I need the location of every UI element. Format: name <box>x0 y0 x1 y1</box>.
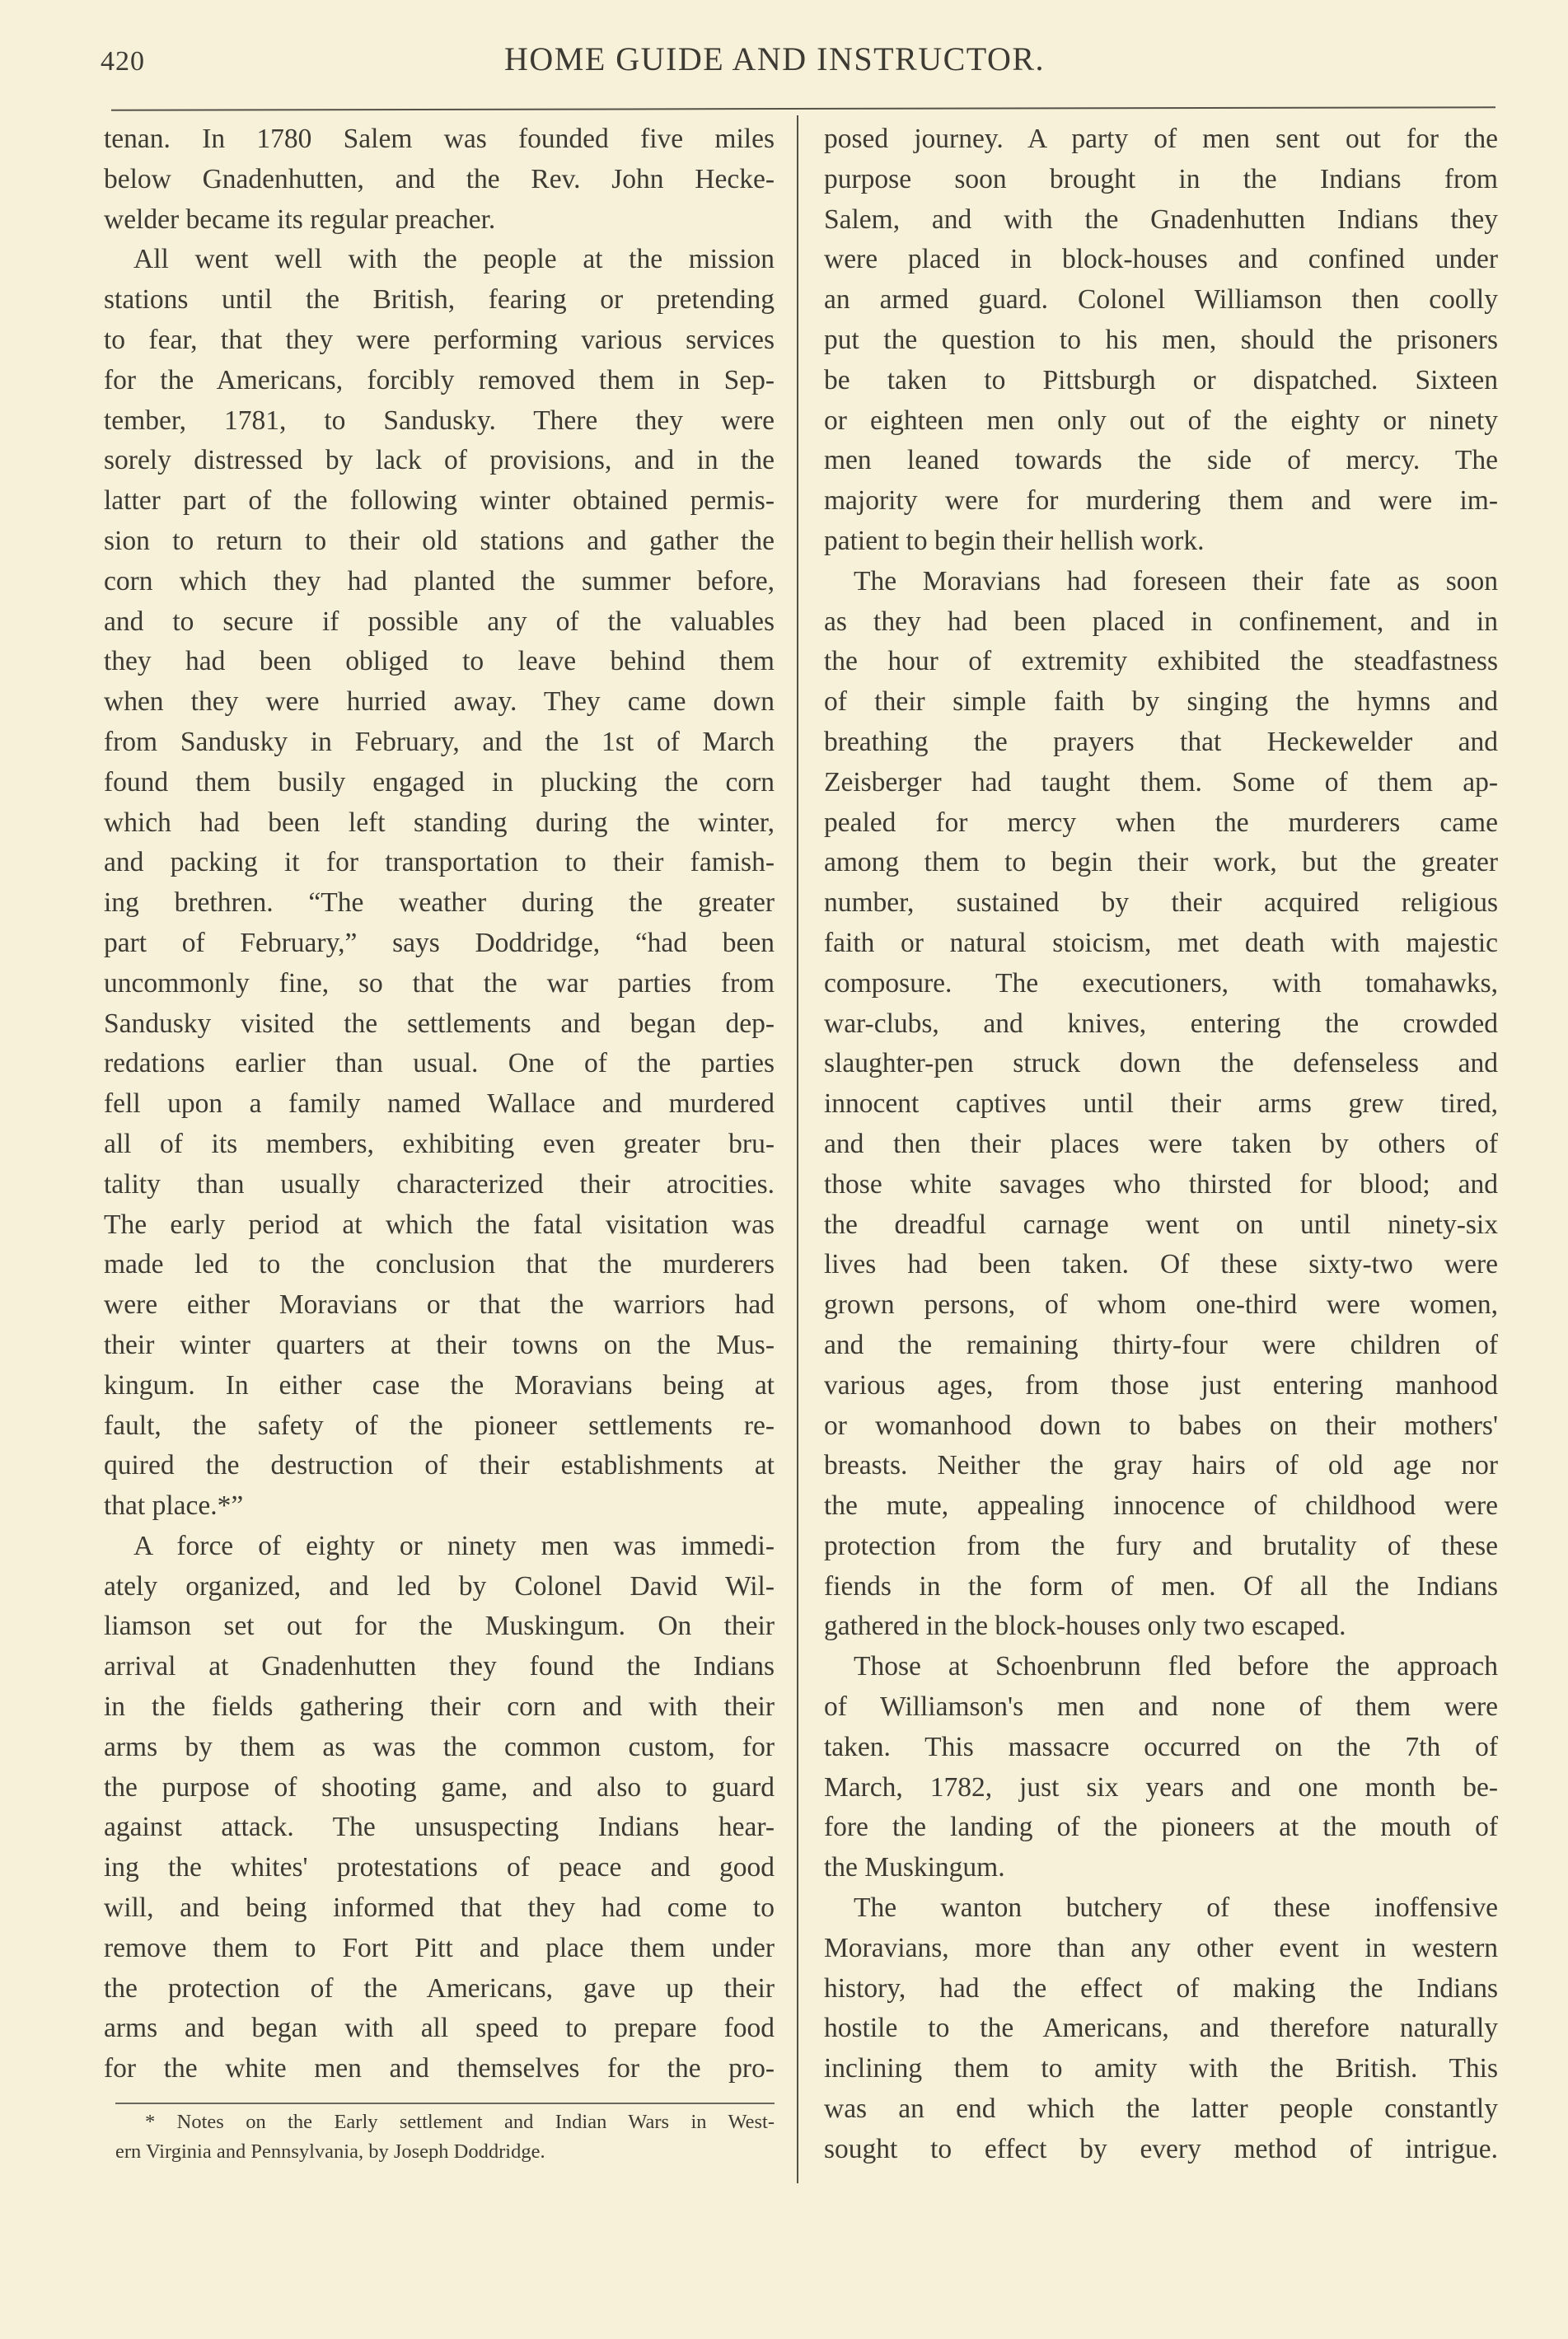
text-line: history, had the effect of making the Indians <box>824 1972 1498 2004</box>
text-line: The early period at which the fatal visitation was <box>104 1209 775 1240</box>
text-line: majority were for murdering them and were im- <box>824 485 1498 517</box>
text-line: their winter quarters at their towns on the Mus- <box>104 1329 775 1360</box>
text-line: the mute, appealing innocence of childhood were <box>824 1490 1498 1522</box>
text-line: were placed in block-houses and confined under <box>824 244 1498 275</box>
text-line: the Muskingum. <box>824 1852 1005 1883</box>
text-line: they had been obliged to leave behind them <box>104 646 775 677</box>
text-line: All went well with the people at the mission <box>133 244 775 275</box>
text-line: grown persons, of whom one-third were women, <box>824 1289 1498 1321</box>
text-line: sion to return to their old stations and gather the <box>104 525 775 556</box>
text-line: put the question to his men, should the prisoners <box>824 324 1498 355</box>
text-line: men leaned towards the side of mercy. The <box>824 445 1498 476</box>
text-line: those white savages who thirsted for blood; and <box>824 1168 1498 1200</box>
text-line: remove them to Fort Pitt and place them under <box>104 1932 775 1963</box>
text-line: fore the landing of the pioneers at the mouth of <box>824 1812 1498 1843</box>
text-line: breathing the prayers that Heckewelder and <box>824 726 1498 757</box>
text-line: A force of eighty or ninety men was immedi- <box>133 1530 775 1561</box>
text-line: stations until the British, fearing or pretending <box>104 284 775 316</box>
text-line: all of its members, exhibiting even greater bru- <box>104 1128 775 1159</box>
text-line: in the fields gathering their corn and with their <box>104 1691 775 1723</box>
text-line: were either Moravians or that the warriors had <box>104 1289 775 1321</box>
text-line: when they were hurried away. They came down <box>104 686 775 718</box>
running-title: HOME GUIDE AND INSTRUCTOR. <box>504 40 1046 77</box>
text-line: part of February,” says Doddridge, “had been <box>104 927 775 958</box>
text-line: corn which they had planted the summer before, <box>104 565 775 596</box>
text-line: arrival at Gnadenhutten they found the Indians <box>104 1651 775 1682</box>
text-line: uncommonly fine, so that the war parties from <box>104 967 775 999</box>
text-line: from Sandusky in February, and the 1st of March <box>104 726 775 757</box>
text-line: The Moravians had foreseen their fate as soon <box>854 565 1498 596</box>
text-line: the purpose of shooting game, and also to guard <box>104 1771 775 1803</box>
text-line: inclining them to amity with the British. This <box>824 2053 1498 2084</box>
text-line: for the Americans, forcibly removed them in Sep- <box>104 364 775 395</box>
text-line: patient to begin their hellish work. <box>824 525 1205 556</box>
text-line: war-clubs, and knives, entering the crowded <box>824 1008 1498 1039</box>
text-line: protection from the fury and brutality of these <box>824 1530 1498 1561</box>
text-line: arms by them as was the common custom, for <box>104 1731 775 1762</box>
text-line: quired the destruction of their establishments at <box>104 1450 775 1481</box>
text-line: slaughter-pen struck down the defenseless and <box>824 1048 1498 1079</box>
text-line: Zeisberger had taught them. Some of them ap- <box>824 766 1498 798</box>
text-line: and to secure if possible any of the valuables <box>104 606 775 637</box>
left-column <box>104 119 775 2089</box>
text-line: Salem, and with the Gnadenhutten Indians they <box>824 203 1498 235</box>
text-line: liamson set out for the Muskingum. On their <box>104 1611 775 1642</box>
text-line: was an end which the latter people constantly <box>824 2093 1498 2125</box>
text-line: of their simple faith by singing the hymns and <box>824 686 1498 718</box>
text-line: pealed for mercy when the murderers came <box>824 807 1498 838</box>
column-divider <box>797 115 798 2183</box>
text-line: or womanhood down to babes on their mothers' <box>824 1410 1498 1441</box>
text-line: for the white men and themselves for the pro- <box>104 2053 775 2084</box>
text-line: redations earlier than usual. One of the parties <box>104 1048 775 1079</box>
text-line: March, 1782, just six years and one month be- <box>824 1771 1498 1803</box>
text-line: will, and being informed that they had come to <box>104 1892 775 1924</box>
text-line: which had been left standing during the winter, <box>104 807 775 838</box>
text-line: and packing it for transportation to their famish- <box>104 847 775 878</box>
text-line: gathered in the block-houses only two escaped. <box>824 1611 1346 1642</box>
text-line: kingum. In either case the Moravians being at <box>104 1369 775 1401</box>
text-line: among them to begin their work, but the greater <box>824 847 1498 878</box>
text-line: faith or natural stoicism, met death with majestic <box>824 927 1498 958</box>
text-line: various ages, from those just entering manhood <box>824 1369 1498 1401</box>
text-line: taken. This massacre occurred on the 7th of <box>824 1731 1498 1762</box>
text-line: Sandusky visited the settlements and began dep- <box>104 1008 775 1039</box>
text-line: and then their places were taken by others of <box>824 1128 1498 1159</box>
right-column <box>824 119 1498 2170</box>
text-line: latter part of the following winter obtained permis- <box>104 485 775 517</box>
text-line: tality than usually characterized their atrocities. <box>104 1168 775 1200</box>
text-line: the hour of extremity exhibited the steadfastness <box>824 646 1498 677</box>
text-line: tember, 1781, to Sandusky. There they were <box>104 405 775 436</box>
text-line: below Gnadenhutten, and the Rev. John Hecke- <box>104 163 775 194</box>
text-line: tenan. In 1780 Salem was founded five miles <box>104 124 775 154</box>
text-line: fiends in the form of men. Of all the Indians <box>824 1570 1498 1602</box>
footnote <box>115 2107 775 2167</box>
text-line: fell upon a family named Wallace and murdered <box>104 1088 775 1120</box>
text-line: Moravians, more than any other event in western <box>824 1932 1498 1963</box>
text-line: the dreadful carnage went on until ninety-six <box>824 1209 1498 1240</box>
text-line: and the remaining thirty-four were children of <box>824 1329 1498 1360</box>
page-header <box>101 40 1501 89</box>
text-line: that place.*” <box>104 1490 244 1522</box>
text-line: breasts. Neither the gray hairs of old age nor <box>824 1450 1498 1481</box>
text-line: of Williamson's men and none of them were <box>824 1691 1498 1723</box>
text-line: innocent captives until their arms grew tired, <box>824 1088 1498 1120</box>
text-line: found them busily engaged in plucking the corn <box>104 766 775 798</box>
text-line: as they had been placed in confinement, and in <box>824 606 1498 637</box>
text-line: Those at Schoenbrunn fled before the approach <box>854 1651 1498 1682</box>
text-line: an armed guard. Colonel Williamson then coolly <box>824 284 1498 316</box>
text-line: sought to effect by every method of intrigue. <box>824 2133 1498 2164</box>
header-rule <box>111 106 1495 111</box>
text-line: against attack. The unsuspecting Indians hear- <box>104 1812 775 1843</box>
text-line: made led to the conclusion that the murderers <box>104 1249 775 1280</box>
text-line: hostile to the Americans, and therefore naturally <box>824 2013 1498 2044</box>
text-line: lives had been taken. Of these sixty-two were <box>824 1249 1498 1280</box>
text-line: to fear, that they were performing various services <box>104 324 775 355</box>
text-line: purpose soon brought in the Indians from <box>824 163 1498 194</box>
text-line: ately organized, and led by Colonel David Wil- <box>104 1570 775 1602</box>
text-line: ing the whites' protestations of peace and good <box>104 1852 775 1883</box>
text-line: welder became its regular preacher. <box>104 203 496 235</box>
text-line: ern Virginia and Pennsylvania, by Joseph Doddridge. <box>115 2140 545 2163</box>
text-line: be taken to Pittsburgh or dispatched. Sixteen <box>824 364 1498 395</box>
text-line: the protection of the Americans, gave up their <box>104 1972 775 2004</box>
text-line: ing brethren. “The weather during the greater <box>104 887 775 919</box>
text-line: arms and began with all speed to prepare food <box>104 2013 775 2044</box>
footnote-rule <box>115 2103 775 2104</box>
text-line: number, sustained by their acquired religious <box>824 887 1498 919</box>
page-number: 420 <box>101 46 145 77</box>
text-line: or eighteen men only out of the eighty or ninety <box>824 405 1498 436</box>
text-line: sorely distressed by lack of provisions, and in the <box>104 445 775 476</box>
text-line: posed journey. A party of men sent out for the <box>824 124 1498 154</box>
text-line: fault, the safety of the pioneer settlements re- <box>104 1410 775 1441</box>
text-line: composure. The executioners, with tomahawks, <box>824 967 1498 999</box>
text-line: The wanton butchery of these inoffensive <box>854 1892 1498 1924</box>
text-line: * Notes on the Early settlement and Indian Wars in West- <box>145 2111 775 2133</box>
